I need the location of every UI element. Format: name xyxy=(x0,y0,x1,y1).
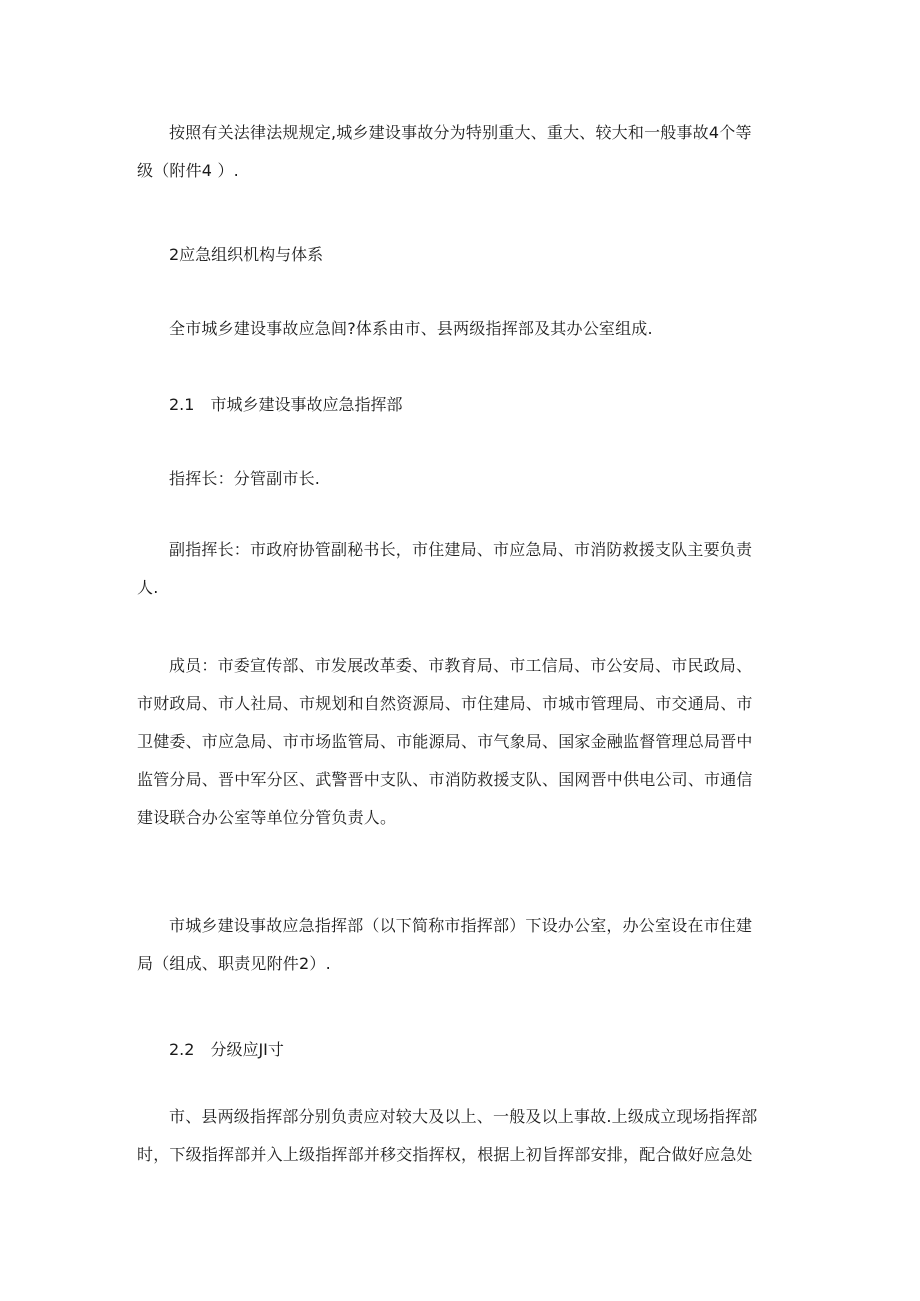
text-line: 市、县两级指挥部分别负责应对较大及以上、一般及以上事故.上级成立现场指挥部 xyxy=(169,1107,758,1126)
paragraph-accident-levels xyxy=(137,114,787,190)
text-line: 级（附件4 ）. xyxy=(137,161,239,180)
section-heading-2: 2应急组织机构与体系 xyxy=(169,245,324,264)
section-heading-2-2: 2.2 分级应JI寸 xyxy=(169,1040,284,1059)
text-line: 按照有关法律法规规定,城乡建设事故分为特别重大、重大、较大和一般事故4个等 xyxy=(169,123,752,142)
paragraph-office xyxy=(137,907,787,983)
text-line: 市城乡建设事故应急指挥部（以下简称市指挥部）下设办公室，办公室设在市住建 xyxy=(169,916,753,935)
text-line: 成员：市委宣传部、市发展改革委、市教育局、市工信局、市公安局、市民政局、 xyxy=(169,656,753,675)
text-line: 建设联合办公室等单位分管负责人。 xyxy=(137,808,397,827)
text-line: 全市城乡建设事故应急闾?体系由市、县两级指挥部及其办公室组成. xyxy=(169,319,653,338)
text-line: 监管分局、晋中军分区、武警晋中支队、市消防救援支队、国网晋中供电公司、市通信 xyxy=(137,770,753,789)
paragraph-deputy-commander xyxy=(137,531,787,607)
text-line: 市财政局、市人社局、市规划和自然资源局、市住建局、市城市管理局、市交通局、市 xyxy=(137,694,753,713)
paragraph-system-composition xyxy=(137,310,787,348)
section-heading-2-1: 2.1 市城乡建设事故应急指挥部 xyxy=(169,395,403,414)
text-line: 副指挥长：市政府协管副秘书长，市住建局、市应急局、市消防救援支队主要负责 xyxy=(169,540,753,559)
text-line: 卫健委、市应急局、市市场监管局、市能源局、市气象局、国家金融监督管理总局晋中 xyxy=(137,732,753,751)
paragraph-commander xyxy=(137,460,787,498)
text-line: 指挥长：分管副市长. xyxy=(169,469,321,488)
text-line: 局（组成、职责见附件2）. xyxy=(137,954,331,973)
text-line: 时，下级指挥部并入上级指挥部并移交指挥权，根据上初旨挥部安排，配合做好应急处 xyxy=(137,1145,753,1164)
paragraph-members xyxy=(137,647,787,837)
paragraph-graded-response xyxy=(137,1098,787,1174)
text-line: 人. xyxy=(137,578,159,597)
